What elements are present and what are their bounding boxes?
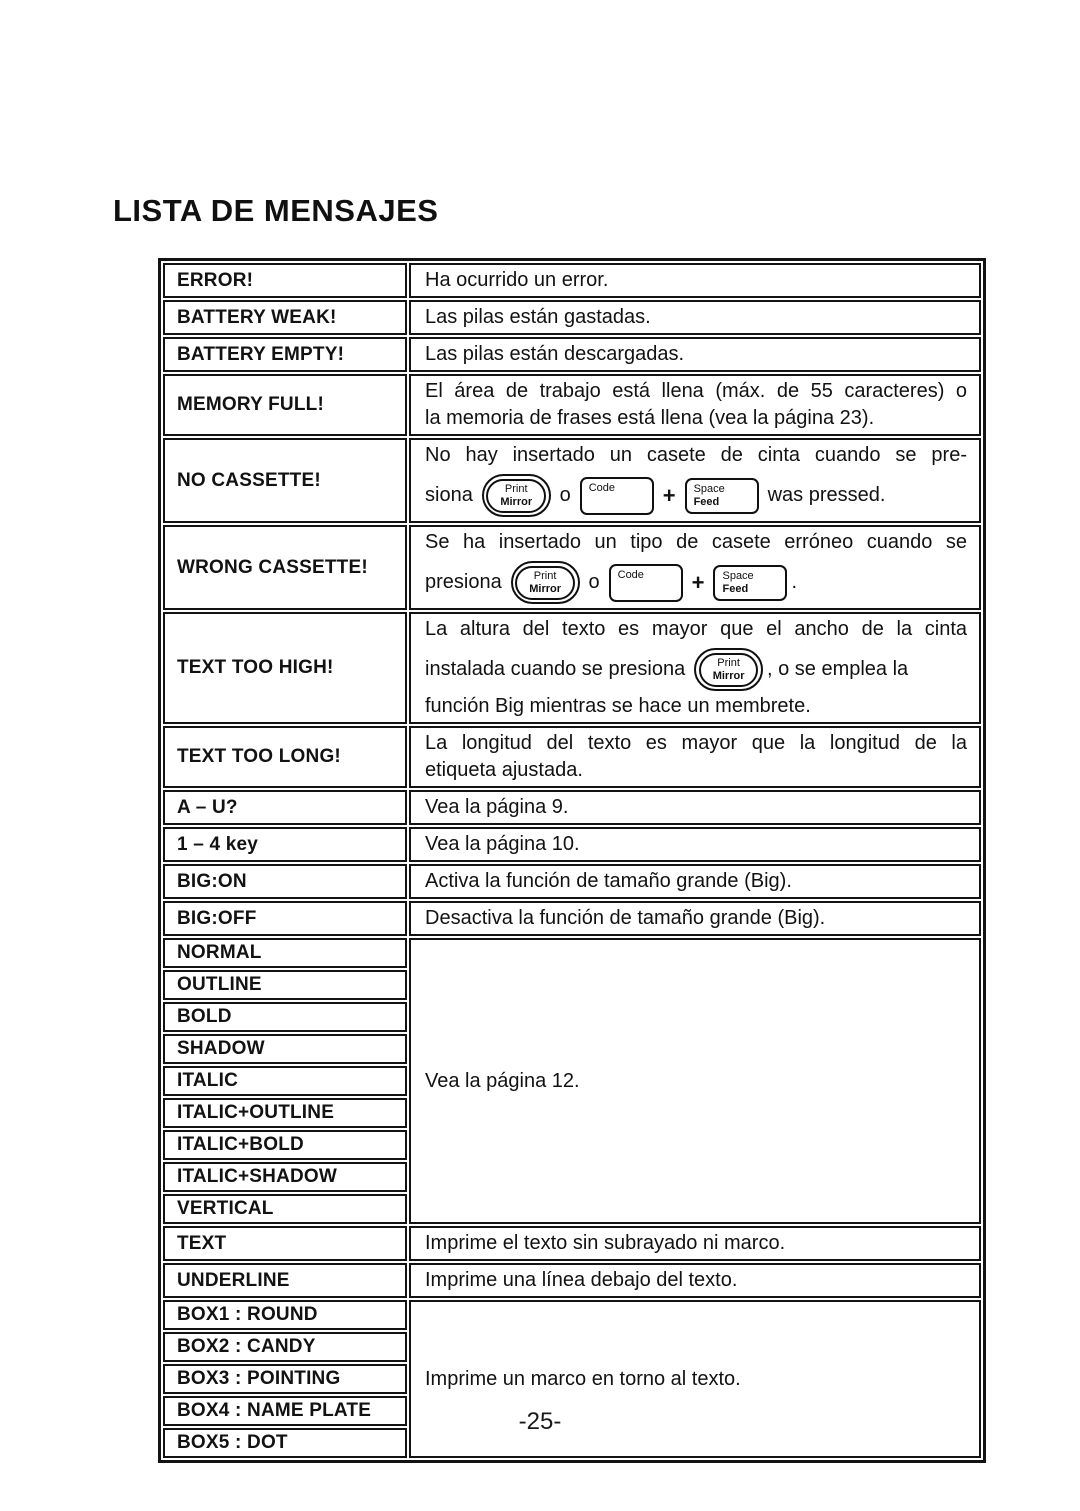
description-cell — [409, 726, 981, 788]
message-cell: BOLD — [163, 1002, 407, 1032]
row-text — [163, 1226, 981, 1261]
description-cell — [409, 438, 981, 523]
message-cell: NO CASSETTE! — [163, 438, 407, 523]
description-line: La altura del texto es mayor que el ancho de la cinta — [425, 618, 967, 640]
description-line: El área de trabajo está llena (máx. de 55 caracteres) o — [425, 380, 967, 402]
row-wrong-cassette — [163, 525, 981, 610]
mirror-key-label: Mirror — [500, 495, 533, 508]
message-cell: WRONG CASSETTE! — [163, 525, 407, 610]
row-big-off — [163, 901, 981, 936]
message-cell: MEMORY FULL! — [163, 374, 407, 436]
message-cell: TEXT — [163, 1226, 407, 1261]
description-line — [425, 648, 967, 691]
mirror-key-label: Mirror — [529, 582, 561, 595]
message-cell: BATTERY EMPTY! — [163, 337, 407, 372]
message-cell: BIG:ON — [163, 864, 407, 899]
description-text: , o se emplea la — [766, 658, 909, 680]
message-cell: ITALIC — [163, 1066, 407, 1096]
print-mirror-key-icon — [511, 561, 580, 604]
message-cell: BIG:OFF — [163, 901, 407, 936]
description-cell: Vea la página 12. — [409, 938, 981, 1224]
description-cell: Vea la página 9. — [409, 790, 981, 825]
message-cell: A – U? — [163, 790, 407, 825]
row-big-on — [163, 864, 981, 899]
description-line: No hay insertado un casete de cinta cuando se pre- — [425, 444, 967, 466]
message-cell: TEXT TOO LONG! — [163, 726, 407, 788]
print-mirror-key-icon — [694, 648, 763, 691]
message-cell: TEXT TOO HIGH! — [163, 612, 407, 724]
row-text-too-long — [163, 726, 981, 788]
print-mirror-key-icon — [482, 474, 551, 517]
description-cell — [409, 374, 981, 436]
page-number: -25- — [518, 1408, 562, 1435]
row-memory-full — [163, 374, 981, 436]
description-line: la memoria de frases está llena (vea la página 23). — [425, 407, 875, 429]
description-cell: Las pilas están descargadas. — [409, 337, 981, 372]
row-a-u — [163, 790, 981, 825]
print-key-label: Print — [533, 569, 557, 582]
feed-key-label: Feed — [693, 495, 720, 508]
page-title: LISTA DE MENSAJES — [113, 192, 439, 228]
description-line: La longitud del texto es mayor que la longitud de la — [425, 732, 967, 754]
description-line: función Big mientras se hace un membrete. — [425, 695, 811, 717]
code-key-label: Code — [588, 481, 616, 494]
description-text: instalada cuando se presiona — [425, 658, 686, 680]
print-key-label: Print — [717, 656, 740, 669]
row-no-cassette — [163, 438, 981, 523]
message-cell: NORMAL — [163, 938, 407, 968]
message-cell: ITALIC+SHADOW — [163, 1162, 407, 1192]
message-cell: BOX1 : ROUND — [163, 1300, 407, 1330]
description-cell: Ha ocurrido un error. — [409, 263, 981, 298]
message-cell: BATTERY WEAK! — [163, 300, 407, 335]
code-key-icon — [609, 564, 683, 602]
space-feed-key-icon — [685, 478, 759, 514]
description-cell: Vea la página 10. — [409, 827, 981, 862]
message-table-container — [158, 258, 986, 1463]
message-cell: VERTICAL — [163, 1194, 407, 1224]
row-battery-empty — [163, 337, 981, 372]
message-cell: 1 – 4 key — [163, 827, 407, 862]
description-text: was pressed. — [767, 484, 886, 506]
message-cell: SHADOW — [163, 1034, 407, 1064]
plus-sign: + — [691, 570, 705, 595]
message-cell: UNDERLINE — [163, 1263, 407, 1298]
message-cell: BOX2 : CANDY — [163, 1332, 407, 1362]
description-cell: Las pilas están gastadas. — [409, 300, 981, 335]
message-cell: ITALIC+OUTLINE — [163, 1098, 407, 1128]
row-text-too-high — [163, 612, 981, 724]
message-cell: ITALIC+BOLD — [163, 1130, 407, 1160]
description-line: etiqueta ajustada. — [425, 759, 583, 781]
space-key-label: Space — [722, 569, 754, 582]
description-cell — [409, 612, 981, 724]
row-underline — [163, 1263, 981, 1298]
description-cell: Imprime el texto sin subrayado ni marco. — [409, 1226, 981, 1261]
description-cell: Activa la función de tamaño grande (Big). — [409, 864, 981, 899]
description-text: . — [791, 571, 798, 593]
print-key-label: Print — [504, 482, 528, 495]
description-text: presiona — [425, 571, 502, 593]
mirror-key-label: Mirror — [712, 669, 745, 682]
description-line — [425, 561, 967, 604]
message-cell: BOX5 : DOT — [163, 1428, 407, 1458]
description-text: siona — [425, 484, 473, 506]
message-cell: BOX3 : POINTING — [163, 1364, 407, 1394]
space-feed-key-icon — [713, 565, 787, 601]
code-key-icon — [580, 477, 654, 515]
description-cell — [409, 525, 981, 610]
description-cell: Imprime un marco en torno al texto. — [409, 1300, 981, 1458]
row-1-4-key — [163, 827, 981, 862]
description-text: o — [559, 484, 571, 506]
row-style-normal — [163, 938, 981, 968]
message-table — [158, 258, 986, 1463]
row-error — [163, 263, 981, 298]
message-cell: ERROR! — [163, 263, 407, 298]
message-cell: BOX4 : NAME PLATE — [163, 1396, 407, 1426]
description-line — [425, 474, 967, 517]
plus-sign: + — [662, 483, 676, 508]
description-text: o — [588, 571, 600, 593]
description-cell: Desactiva la función de tamaño grande (Big). — [409, 901, 981, 936]
row-battery-weak — [163, 300, 981, 335]
code-key-label: Code — [617, 568, 644, 581]
message-cell: OUTLINE — [163, 970, 407, 1000]
feed-key-label: Feed — [722, 582, 749, 595]
row-box1-round — [163, 1300, 981, 1330]
space-key-label: Space — [693, 482, 725, 495]
description-cell: Imprime una línea debajo del texto. — [409, 1263, 981, 1298]
description-line: Se ha insertado un tipo de casete erróneo cuando se — [425, 531, 967, 553]
